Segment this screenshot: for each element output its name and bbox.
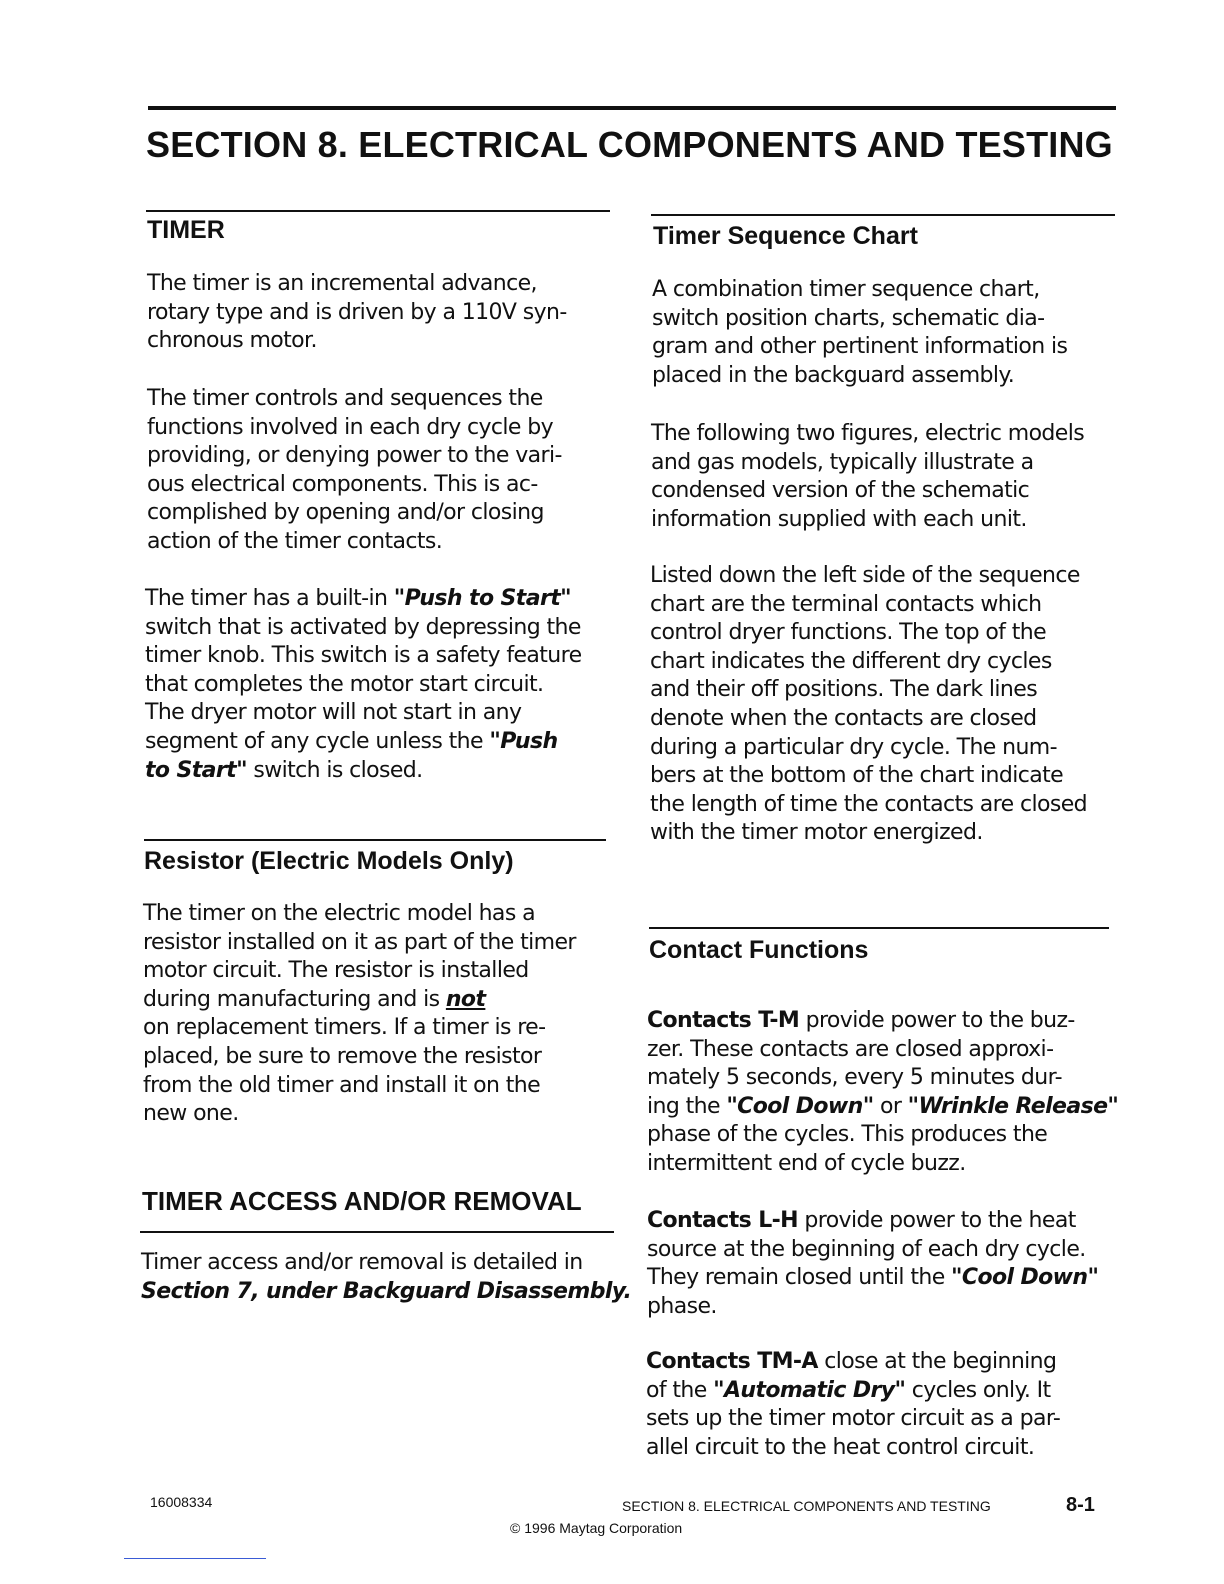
contact-rule bbox=[649, 927, 1109, 929]
timer-paragraph-2: The timer controls and sequences the functions involved in each dry cycle by providing, or denying power to the vari- ous electrical components. This is ac- complished by opening and/or closing action of the timer contacts. bbox=[147, 386, 562, 554]
bottom-link-underline bbox=[124, 1558, 266, 1559]
push-to-start-emphasis: "Push to Start" bbox=[393, 586, 571, 611]
section-title: SECTION 8. ELECTRICAL COMPONENTS AND TESTING bbox=[146, 124, 1113, 165]
contact-tm-paragraph: Contacts T-M provide power to the buz- zer. These contacts are closed approxi- mately 5 seconds, every 5 minutes dur- ing the "Cool Down" or "Wrinkle Release" phase of the cycles. This produces the intermittent end of cycle buzz. bbox=[647, 1008, 1119, 1176]
sequence-paragraph-1: A combination timer sequence chart, switch position charts, schematic dia- gram and other pertinent information is placed in the backguard assembly. bbox=[652, 277, 1068, 388]
contact-tma-paragraph: Contacts TM-A close at the beginning of the "Automatic Dry" cycles only. It sets up the timer motor circuit as a par- allel circuit to the heat control circuit. bbox=[646, 1349, 1061, 1460]
copyright: © 1996 Maytag Corporation bbox=[510, 1520, 683, 1536]
contact-tma-label: Contacts TM-A bbox=[646, 1349, 818, 1374]
timer-heading: TIMER bbox=[147, 216, 225, 244]
footer-section-label: SECTION 8. ELECTRICAL COMPONENTS AND TESTING bbox=[622, 1498, 991, 1514]
not-emphasis: not bbox=[445, 986, 486, 1012]
sequence-rule bbox=[651, 214, 1115, 216]
contact-tm-label: Contacts T-M bbox=[647, 1008, 800, 1033]
contact-lh-paragraph: Contacts L-H provide power to the heat source at the beginning of each dry cycle. They remain closed until the "Cool Down" phase. bbox=[647, 1208, 1099, 1319]
resistor-heading: Resistor (Electric Models Only) bbox=[144, 847, 514, 875]
sequence-heading: Timer Sequence Chart bbox=[653, 222, 918, 250]
contact-heading: Contact Functions bbox=[649, 936, 869, 964]
access-rule bbox=[140, 1231, 614, 1233]
sequence-paragraph-3: Listed down the left side of the sequence chart are the terminal contacts which control dryer functions. The top of the chart indicates the different dry cycles and their off positions. The dark lines denote when the contacts are closed during a particular dry cycle. The num- bers at the bottom of the chart indicate the length of time the contacts are closed with the timer motor energized. bbox=[650, 563, 1087, 846]
page-number: 8-1 bbox=[1066, 1494, 1095, 1516]
timer-paragraph-3: The timer has a built-in "Push to Start" switch that is activated by depressing the timer knob. This switch is a safety feature that completes the motor start circuit. The dryer motor will not start in any segment of any cycle unless the "Push to Start" switch is closed. bbox=[145, 586, 582, 783]
contact-lh-label: Contacts L-H bbox=[647, 1208, 798, 1233]
resistor-paragraph: The timer on the electric model has a resistor installed on it as part of the timer motor circuit. The resistor is installed during manufacturing and is not on replacement timers. If a timer is re- placed, be sure to remove the resistor from the old timer and install it on the new one. bbox=[143, 901, 576, 1127]
top-rule bbox=[148, 106, 1116, 110]
access-heading: TIMER ACCESS AND/OR REMOVAL bbox=[142, 1186, 582, 1216]
sequence-paragraph-2: The following two figures, electric models and gas models, typically illustrate a condensed version of the schematic information supplied with each unit. bbox=[651, 421, 1085, 532]
timer-paragraph-1: The timer is an incremental advance, rotary type and is driven by a 110V syn- chronous motor. bbox=[147, 271, 567, 354]
doc-number: 16008334 bbox=[150, 1494, 213, 1510]
access-paragraph: Timer access and/or removal is detailed in Section 7, under Backguard Disassembly. bbox=[141, 1250, 632, 1304]
resistor-rule bbox=[144, 839, 606, 841]
timer-rule bbox=[146, 210, 610, 212]
